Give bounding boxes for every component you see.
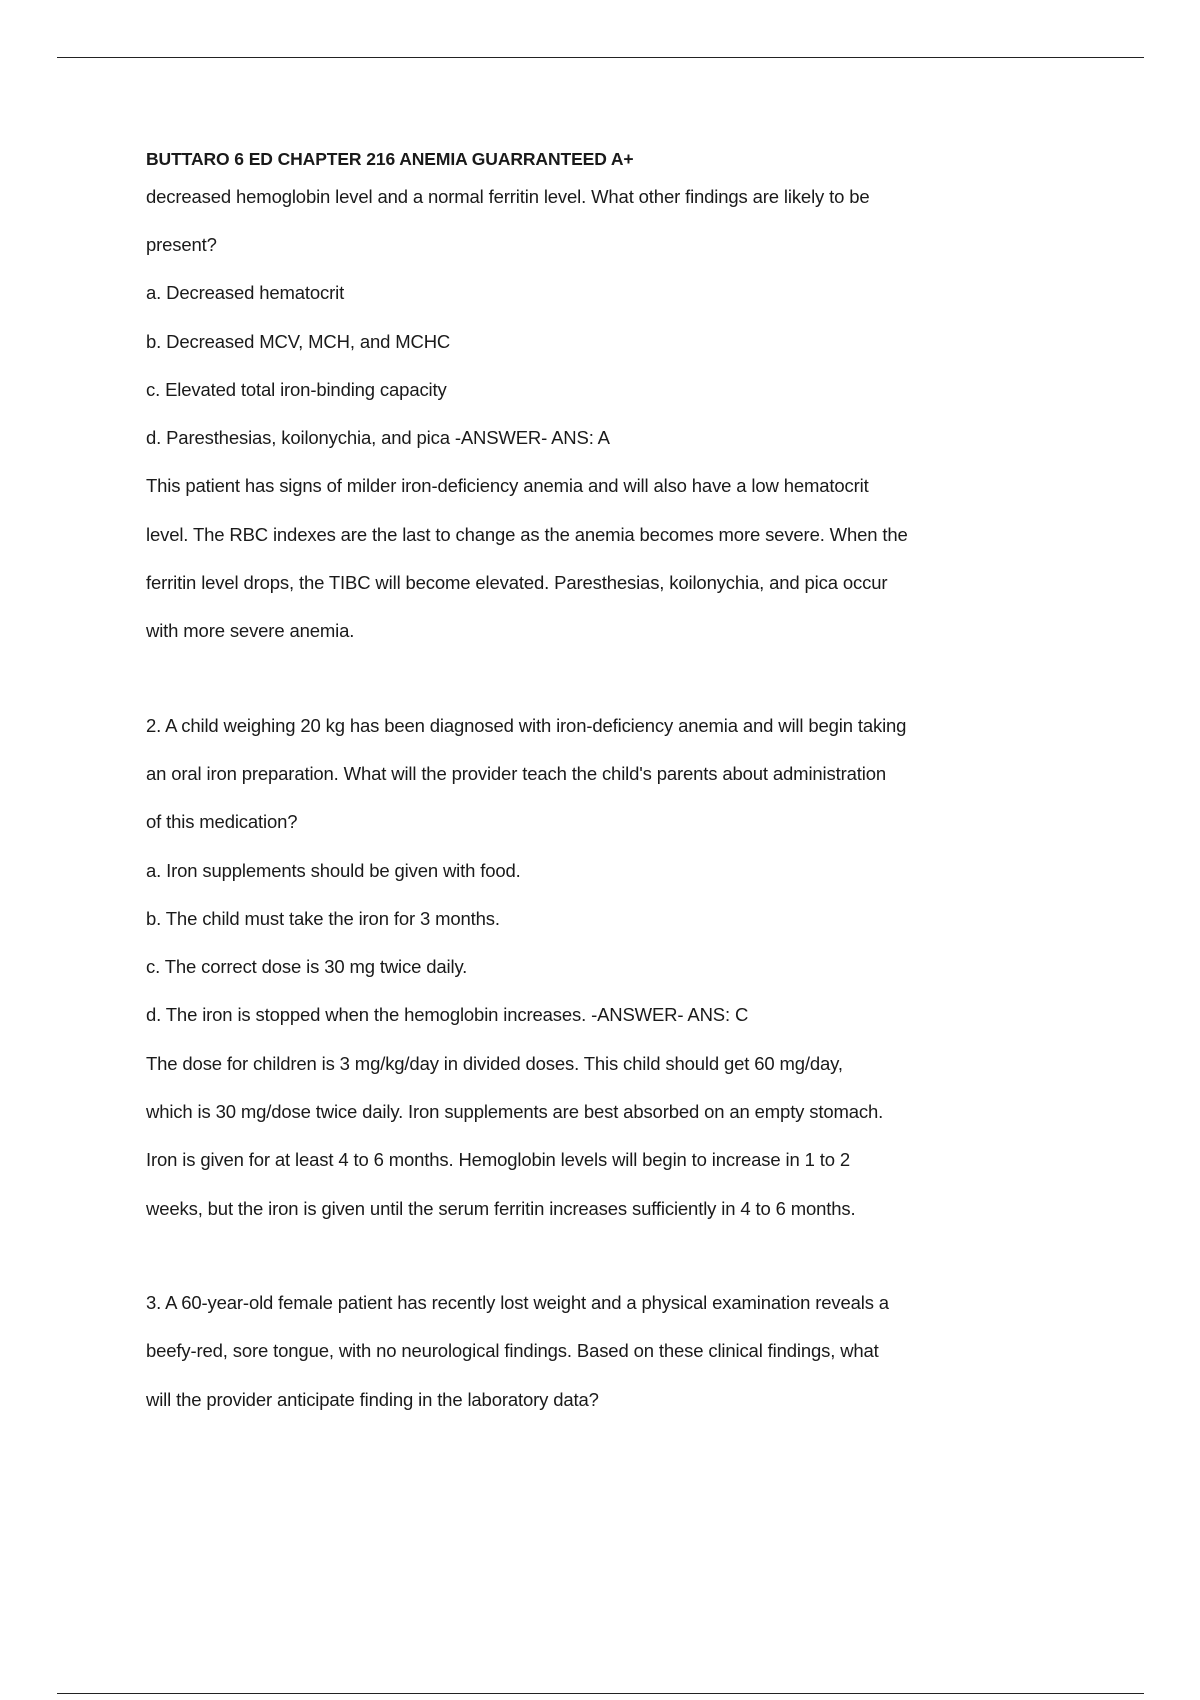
footer-rule	[57, 1693, 1144, 1694]
question-line: 2. A child weighing 20 kg has been diagnosed with iron-deficiency anemia and will begin taking	[146, 714, 907, 736]
rationale-line: with more severe anemia.	[146, 620, 355, 642]
rationale-line: The dose for children is 3 mg/kg/day in divided doses. This child should get 60 mg/day,	[146, 1052, 843, 1074]
paragraph-gap	[146, 1233, 1026, 1279]
rationale-line: level. The RBC indexes are the last to change as the anemia becomes more severe. When the	[146, 523, 908, 545]
text-line: present?	[146, 234, 217, 255]
rationale-line: This patient has signs of milder iron-deficiency anemia and will also have a low hematocrit	[146, 475, 869, 497]
rationale-line: ferritin level drops, the TIBC will become elevated. Paresthesias, koilonychia, and pica occur	[146, 572, 888, 594]
answer-option: d. Paresthesias, koilonychia, and pica -ANSWER- ANS: A	[146, 427, 610, 449]
document-body	[146, 147, 1026, 1424]
answer-option: b. Decreased MCV, MCH, and MCHC	[146, 330, 451, 352]
rationale-line: weeks, but the iron is given until the serum ferritin increases sufficiently in 4 to 6 months.	[146, 1197, 856, 1219]
question-line: of this medication?	[146, 811, 298, 833]
question-line: an oral iron preparation. What will the provider teach the child's parents about administration	[146, 762, 886, 784]
answer-option: c. Elevated total iron-binding capacity	[146, 378, 447, 400]
answer-option: d. The iron is stopped when the hemoglobin increases. -ANSWER- ANS: C	[146, 1004, 749, 1026]
question-line: 3. A 60-year-old female patient has recently lost weight and a physical examination reveals a	[146, 1291, 889, 1313]
question-2-block	[146, 702, 1026, 1233]
question-line: will the provider anticipate finding in the laboratory data?	[146, 1388, 599, 1410]
header-rule	[57, 57, 1144, 58]
document-title: BUTTARO 6 ED CHAPTER 216 ANEMIA GUARRANTEED A+	[146, 149, 634, 169]
paragraph-gap	[146, 656, 1026, 702]
answer-option: b. The child must take the iron for 3 months.	[146, 907, 500, 929]
rationale-line: Iron is given for at least 4 to 6 months. Hemoglobin levels will begin to increase in 1 to 2	[146, 1149, 850, 1171]
question-1-block	[146, 181, 1026, 656]
answer-option: c. The correct dose is 30 mg twice daily.	[146, 956, 468, 978]
text-line: decreased hemoglobin level and a normal ferritin level. What other findings are likely to be	[146, 186, 870, 207]
rationale-line: which is 30 mg/dose twice daily. Iron supplements are best absorbed on an empty stomach.	[146, 1101, 884, 1123]
question-line: beefy-red, sore tongue, with no neurological findings. Based on these clinical findings, what	[146, 1340, 879, 1362]
question-3-block	[146, 1279, 1026, 1424]
answer-option: a. Decreased hematocrit	[146, 282, 345, 304]
answer-option: a. Iron supplements should be given with food.	[146, 859, 521, 881]
